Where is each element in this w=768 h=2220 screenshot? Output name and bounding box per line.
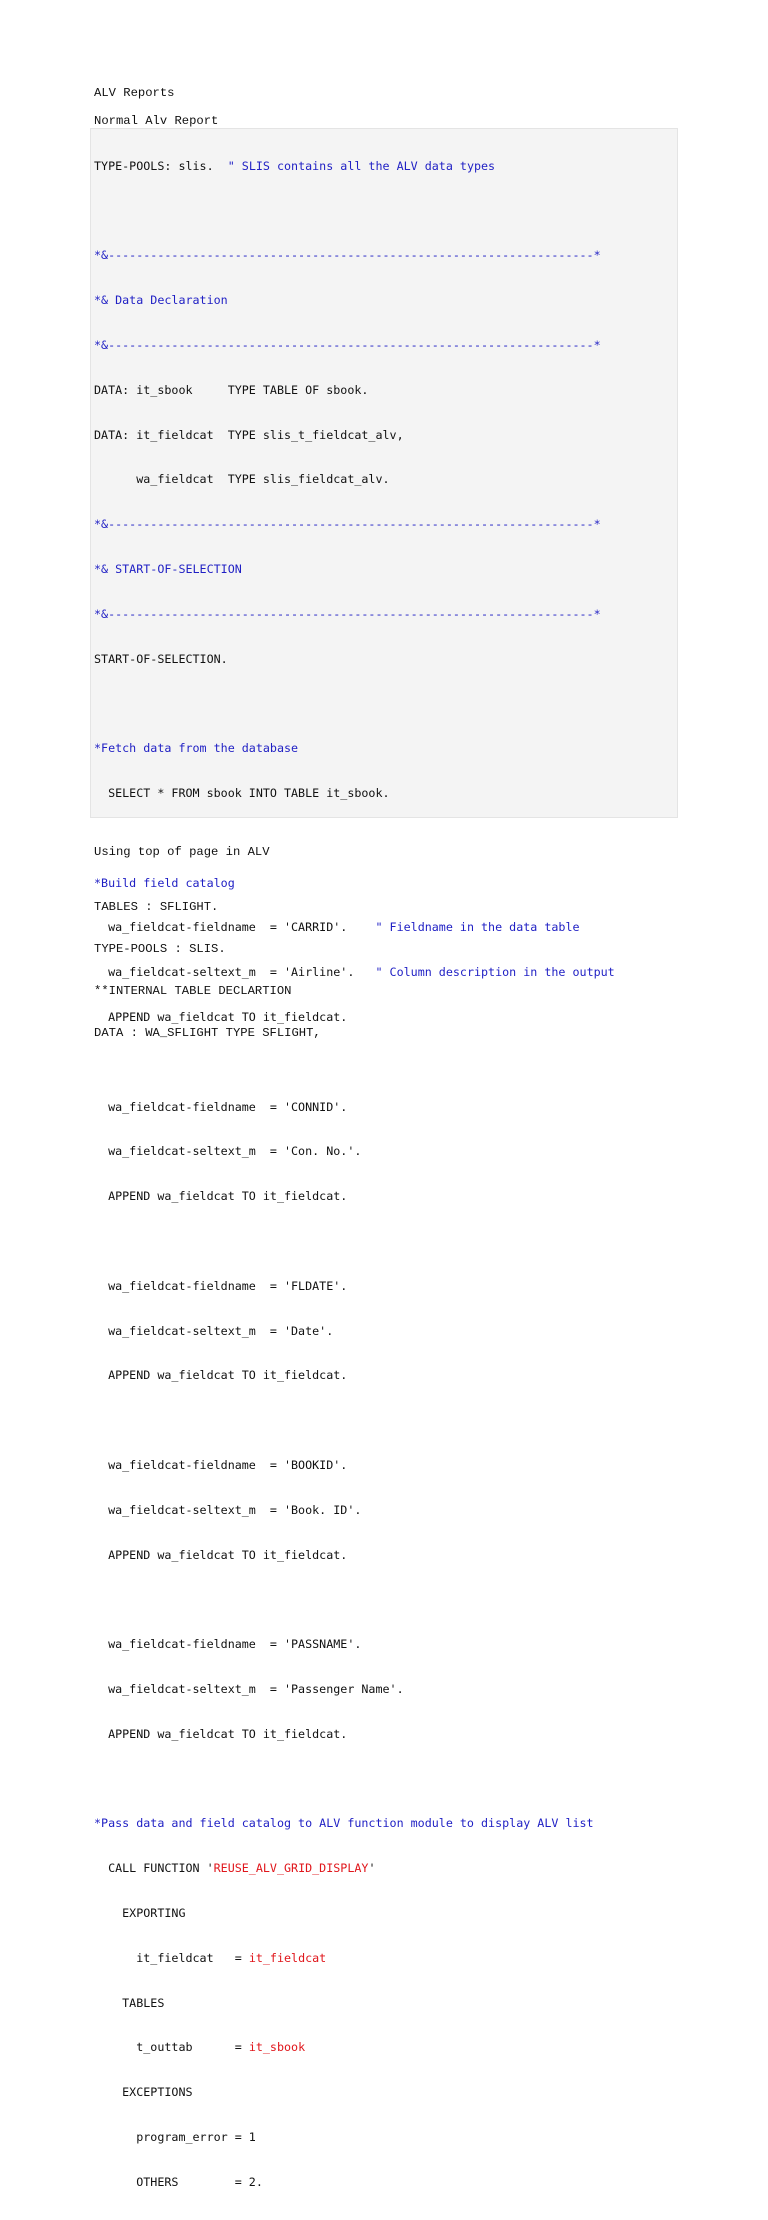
code-line: SELECT * FROM sbook INTO TABLE it_sbook. <box>94 786 390 801</box>
code-line: wa_fieldcat-seltext_m = 'Passenger Name'. <box>94 1681 404 1696</box>
code-line <box>94 2040 615 2055</box>
code-line: *Build field catalog <box>94 875 235 890</box>
code-line: program_error = 1 <box>94 2129 256 2144</box>
code-line: *& START-OF-SELECTION <box>94 562 242 577</box>
code-line: **INTERNAL TABLE DECLARTION <box>94 984 292 998</box>
code-string: REUSE_ALV_GRID_DISPLAY <box>213 1861 369 1876</box>
code-comment: " Fieldname in the data table <box>375 920 580 935</box>
section-heading: Using top of page in ALV <box>94 845 270 859</box>
code-line: APPEND wa_fieldcat TO it_fieldcat. <box>94 1726 348 1741</box>
code-text: ' <box>368 1861 376 1876</box>
code-line: EXCEPTIONS <box>94 2085 193 2100</box>
code-line: EXPORTING <box>94 1905 186 1920</box>
code-text: CALL FUNCTION ' <box>94 1861 214 1876</box>
code-line <box>94 1861 615 1876</box>
code-text: it_fieldcat = <box>94 1950 249 1965</box>
code-line: *&---------------------------------------------------------------------* <box>94 248 601 263</box>
code-line: *Fetch data from the database <box>94 741 299 756</box>
blank-line <box>94 204 615 219</box>
code-line: APPEND wa_fieldcat TO it_fieldcat. <box>94 1547 348 1562</box>
blank-line <box>94 1234 615 1249</box>
section-subtitle: Normal Alv Report <box>94 114 219 128</box>
code-line <box>94 159 615 174</box>
code-line: APPEND wa_fieldcat TO it_fieldcat. <box>94 1189 348 1204</box>
blank-line <box>94 696 615 711</box>
code-line: wa_fieldcat-seltext_m = 'Book. ID'. <box>94 1502 362 1517</box>
code-line: wa_fieldcat-seltext_m = 'Con. No.'. <box>94 1144 362 1159</box>
code-line: APPEND wa_fieldcat TO it_fieldcat. <box>94 1368 348 1383</box>
code-line: *& Data Declaration <box>94 293 228 308</box>
code-block <box>94 129 615 2220</box>
blank-line <box>94 831 615 846</box>
code-line: *&---------------------------------------------------------------------* <box>94 517 601 532</box>
code-line: *&---------------------------------------------------------------------* <box>94 338 601 353</box>
code-line: OTHERS = 2. <box>94 2174 263 2189</box>
code-line: DATA: it_sbook TYPE TABLE OF sbook. <box>94 382 369 397</box>
blank-line <box>94 1413 615 1428</box>
code-text: TYPE-POOLS: slis. <box>94 158 228 173</box>
code-text: t_outtab = <box>94 2040 249 2055</box>
code-line: TABLES <box>94 1995 165 2010</box>
code-comment: " Column description in the output <box>375 965 615 980</box>
code-line: wa_fieldcat-fieldname = 'PASSNAME'. <box>94 1637 362 1652</box>
code-line: *&---------------------------------------------------------------------* <box>94 606 601 621</box>
code-line: TABLES : SFLIGHT. <box>94 900 219 914</box>
code-line <box>94 1951 615 1966</box>
code-line: wa_fieldcat-seltext_m = 'Date'. <box>94 1323 334 1338</box>
code-line: wa_fieldcat-fieldname = 'BOOKID'. <box>94 1457 348 1472</box>
code-line: DATA : WA_SFLIGHT TYPE SFLIGHT, <box>94 1026 321 1040</box>
code-string: it_sbook <box>248 2040 306 2055</box>
code-string: it_fieldcat <box>248 1950 327 1965</box>
code-line: wa_fieldcat TYPE slis_fieldcat_alv. <box>94 472 390 487</box>
code-text: wa_fieldcat-seltext_m = 'Airline'. <box>94 965 376 980</box>
code-line: APPEND wa_fieldcat TO it_fieldcat. <box>94 1010 348 1025</box>
code-line: START-OF-SELECTION. <box>94 651 228 666</box>
code-line: wa_fieldcat-fieldname = 'FLDATE'. <box>94 1278 348 1293</box>
code-comment: " SLIS contains all the ALV data types <box>227 158 496 173</box>
code-line: TYPE-POOLS : SLIS. <box>94 942 226 956</box>
code-line: *Pass data and field catalog to ALV function module to display ALV list <box>94 1816 594 1831</box>
page-title: ALV Reports <box>94 86 175 100</box>
footer-code <box>94 872 321 1068</box>
code-text: wa_fieldcat-fieldname = 'CARRID'. <box>94 920 376 935</box>
blank-line <box>94 1772 615 1787</box>
code-line: wa_fieldcat-fieldname = 'CONNID'. <box>94 1099 348 1114</box>
code-line: DATA: it_fieldcat TYPE slis_t_fieldcat_alv, <box>94 427 404 442</box>
blank-line <box>94 1592 615 1607</box>
